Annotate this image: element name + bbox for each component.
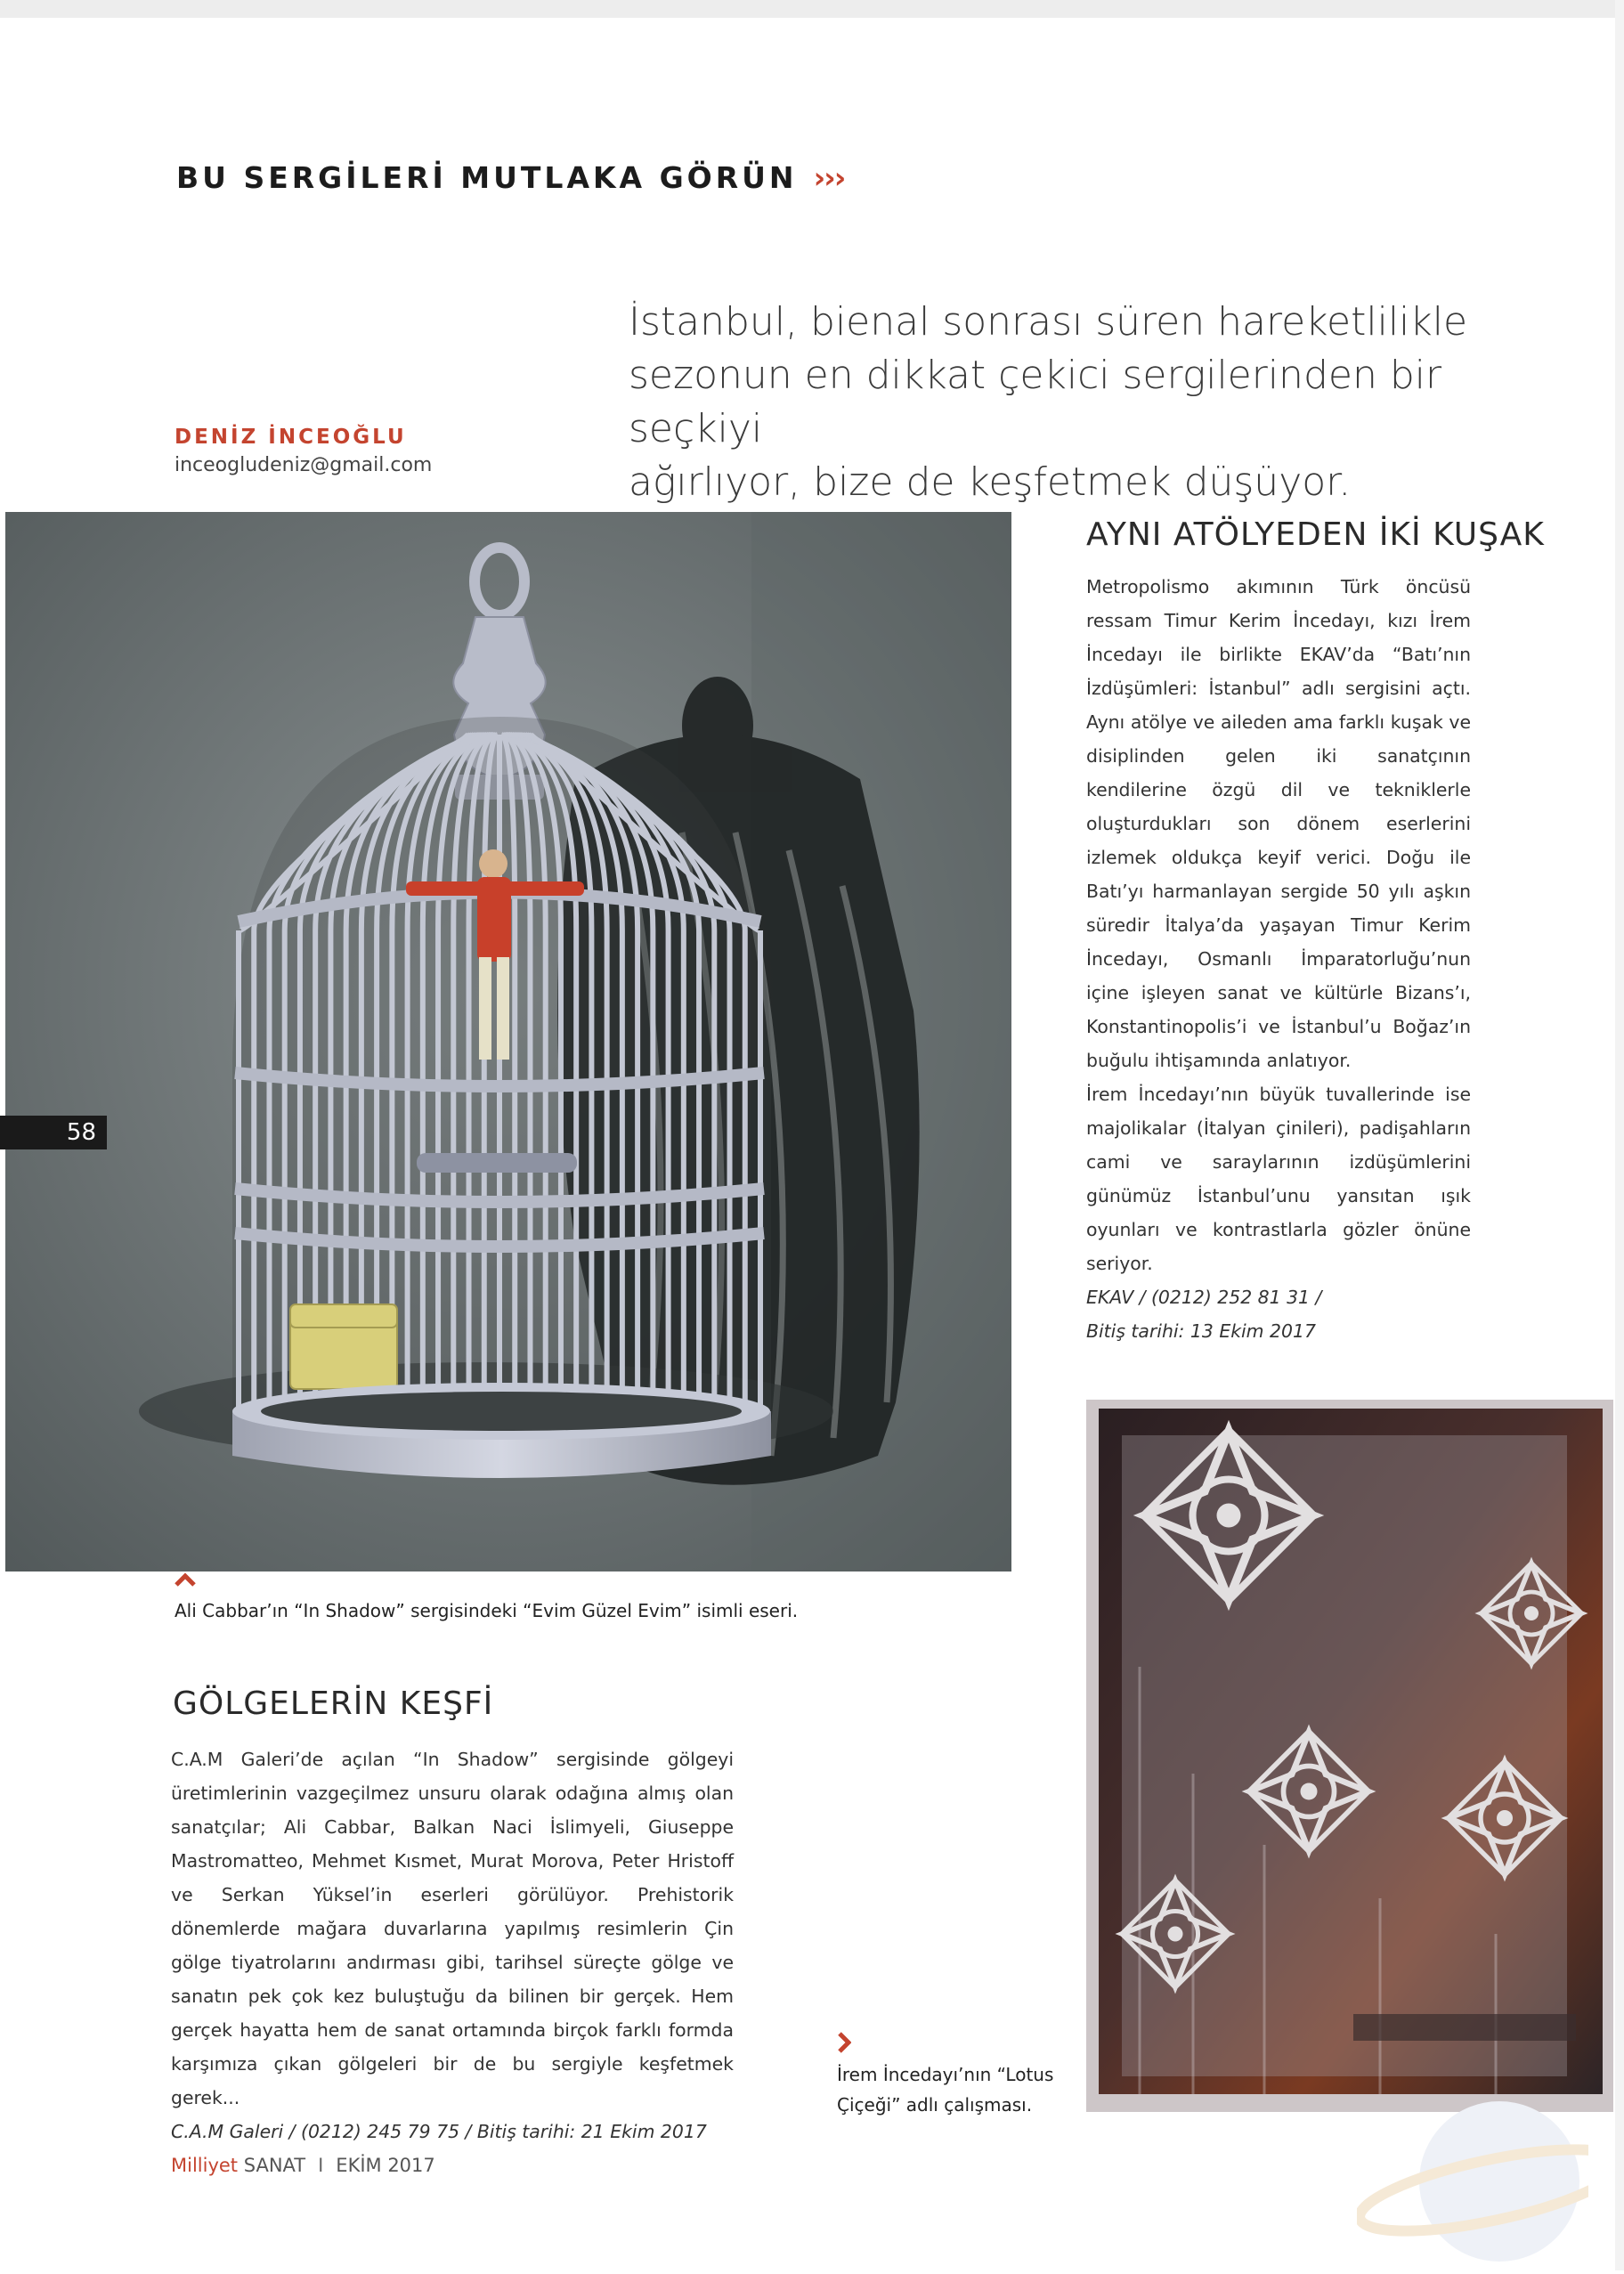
- top-rule: [0, 0, 1624, 18]
- section1-info: EKAV / (0212) 252 81 31 /: [1086, 1287, 1322, 1308]
- planet-watermark-icon: [1357, 2048, 1588, 2274]
- footer: [171, 2155, 435, 2176]
- intro-line: ağırlıyor, bize de keşfetmek düşüyor.: [629, 459, 1352, 505]
- intro-line: İstanbul, bienal sonrası süren hareketlilikle: [629, 299, 1468, 345]
- caret-right-icon: [837, 2032, 851, 2057]
- section2-paragraph: C.A.M Galeri’de açılan “In Shadow” sergisinde gölgeyi üretimlerinin vazgeçilmez unsuru olarak odağına almış olan sanatçılar; Ali Cabbar, Balkan Naci İslimyeli, Giuseppe Mastromatteo, Mehmet Kısmet, Murat Morova, Peter Hristoff ve Serkan Yüksel’in eserleri görülüyor. Prehistorik dönemlerde mağara duvarlarına yapılmış resimlerin Çin gölge tiyatrolarını andırması gibi, tarihsel süreçte gölge ve sanatın pek çok kez buluştuğu da bilinen bir gerçek. Hem gerçek hayatta hem de sanat ortamında birçok farklı formda karşımıza çıkan gölgeleri bir de bu sergiyle keşfetmek gerek...: [171, 1749, 734, 2108]
- section1-end-date: Bitiş tarihi: 13 Ekim 2017: [1086, 1320, 1316, 1342]
- section1-paragraph: İrem İncedayı’nın büyük tuvallerinde ise majolikalar (İtalyan çinileri), padişahların cami ve saraylarının izdüşümlerini günümüz İstanbul’unu yansıtan ışık oyunları ve kontrastlarla gözler önüne seriyor.: [1086, 1084, 1471, 1274]
- section2-info: C.A.M Galeri / (0212) 245 79 75 / Bitiş tarihi: 21 Ekim 2017: [171, 2121, 707, 2142]
- intro-text: [629, 296, 1555, 509]
- author-name: DENİZ İNCEOĞLU: [175, 426, 407, 449]
- section-header: [176, 160, 844, 195]
- caret-up-icon: [175, 1572, 196, 1590]
- footer-brand: Milliyet: [171, 2155, 239, 2176]
- section2-heading: GÖLGELERİN KEŞFİ: [173, 1685, 494, 1722]
- lotus-painting: [1086, 1400, 1613, 2112]
- page-number-tab: [0, 1116, 107, 1149]
- page-number: 58: [66, 1119, 96, 1146]
- section1-paragraph: Metropolismo akımının Türk öncüsü ressam Timur Kerim İncedayı, kızı İrem İncedayı ile birlikte EKAV’da “Batı’nın İzdüşümleri: İstanbul” adlı sergisini açtı. Aynı atölye ve aileden ama farklı kuşak ve disiplinden gelen iki sanatçının kendilerine özgü dil ve tekniklerle oluşturdukları son dönem eserlerini izlemek oldukça keyif verici. Doğu ile Batı’yı harmanlayan sergide 50 yılı aşkın süredir İtalya’da yaşayan Timur Kerim İncedayı, Osmanlı İmparatorluğu’nun içine işleyen sanat ve kültürle Bizans’ı, Konstantinopolis’i ve İstanbul’u Boğaz’ın buğulu ihtişamında anlatıyor.: [1086, 576, 1471, 1071]
- page-edge: [1615, 0, 1624, 2270]
- lotus-caption: İrem İncedayı’nın “Lotus Çiçeği” adlı çalışması.: [837, 2064, 1054, 2116]
- section1-body: [1086, 570, 1471, 1348]
- footer-separator: I: [318, 2155, 324, 2176]
- cage-artwork: [5, 512, 1011, 1571]
- intro-line: sezonun en dikkat çekici sergilerinden bir seçkiyi: [629, 353, 1442, 451]
- section1-heading: AYNI ATÖLYEDEN İKİ KUŞAK: [1086, 516, 1545, 553]
- author-email: inceogludeniz@gmail.com: [175, 454, 433, 476]
- cage-caption: Ali Cabbar’ın “In Shadow” sergisindeki “Evim Güzel Evim” isimli eseri.: [175, 1600, 799, 1621]
- footer-issue: EKİM 2017: [336, 2155, 435, 2176]
- section2-body: [171, 1742, 734, 2148]
- section-title: BU SERGİLERİ MUTLAKA GÖRÜN: [176, 160, 798, 195]
- triple-chevron-icon: ›››: [813, 160, 845, 195]
- footer-magazine: SANAT: [243, 2155, 306, 2176]
